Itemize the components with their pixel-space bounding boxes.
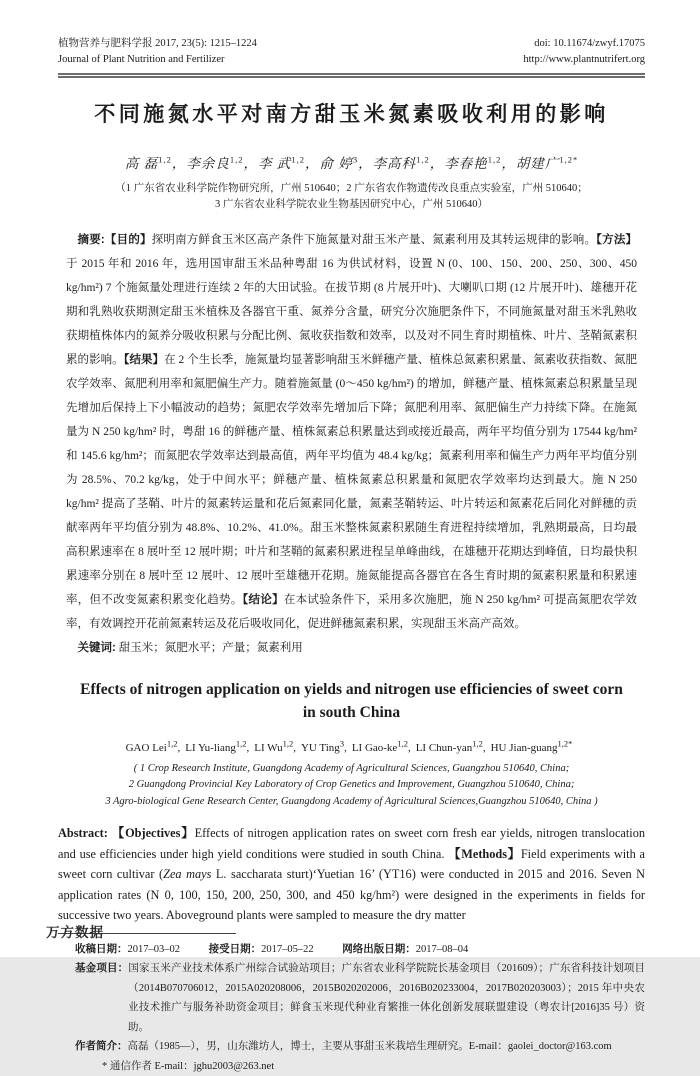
author-en — [185, 738, 250, 754]
keywords-label: 关键词: — [77, 642, 116, 654]
author-superscript: 1,2 — [282, 738, 294, 748]
author-superscript: 1,2 — [235, 738, 247, 748]
journal-header-left — [58, 36, 257, 68]
author-name: LI Chun-yan — [415, 741, 473, 754]
methods-text-pre: Field experiments with a sweet corn cultivar ( — [58, 846, 646, 882]
author-cn — [516, 156, 578, 171]
author-separator: , — [246, 741, 250, 754]
bio-label: 作者简介： — [75, 1040, 128, 1053]
objective-tag: 【目的】 — [104, 234, 152, 246]
abstract-label: 摘要: — [77, 234, 105, 246]
affiliation-line: 2 Guangdong Provincial Key Laboratory of Crop Genetics and Improvement, Guangzhou 510640, China; — [128, 779, 575, 791]
affiliation-line: 3 广东省农业科学院农业生物基因研究中心，广州 510640） — [215, 199, 488, 210]
conclusion-text: 在本试验条件下，采用多次施肥，施 N 250 kg/hm² 可提高氮肥农学效率，有效调控开花前氮素转运及花后吸收同化，促进鲜穗氮素积累，实现甜玉米高产高效。 — [66, 594, 638, 630]
author-separator: ， — [501, 156, 516, 171]
author-name: LI Wu — [254, 741, 283, 754]
author-superscript: 1,2 — [487, 154, 502, 165]
affiliations-cn — [58, 181, 645, 213]
author-en — [254, 738, 296, 754]
doi-text: doi: 10.11674/zwyf.17075 — [534, 38, 645, 49]
authors-cn — [58, 152, 645, 172]
received-label: 收稿日期： — [75, 942, 128, 955]
author-separator: , — [344, 741, 347, 754]
journal-title-en: Journal of Plant Nutrition and Fertilizer — [58, 54, 225, 65]
received-value: 2017–03–02 — [127, 943, 180, 955]
author-name: 李春艳 — [444, 156, 488, 171]
accepted-value: 2017–05–22 — [261, 943, 314, 955]
author-separator: ， — [429, 156, 445, 171]
author-separator: , — [293, 741, 296, 754]
footnote-dates — [75, 940, 645, 960]
paper-title-en: Effects of nitrogen application on yields and nitrogen use efficiencies of sweet corn in south China — [80, 681, 623, 721]
journal-header — [58, 36, 645, 68]
author-superscript: 1,2 — [291, 154, 305, 165]
author-cn — [444, 156, 516, 171]
author-superscript: 1,2 — [416, 154, 430, 165]
author-en — [300, 738, 347, 754]
author-superscript: 1,2 — [472, 738, 483, 748]
journal-header-right — [523, 36, 645, 68]
conclusion-tag: 【结论】 — [242, 594, 284, 606]
author-name: YU Ting — [300, 741, 340, 754]
author-separator: ， — [304, 156, 320, 171]
author-name: LI Yu-liang — [185, 741, 236, 754]
author-cn — [186, 156, 258, 171]
author-superscript: 3 — [352, 154, 359, 165]
author-en — [125, 738, 181, 754]
author-cn — [373, 156, 445, 171]
paper-title-cn: 不同施氮水平对南方甜玉米氮素吸收利用的影响 — [94, 102, 609, 126]
bio-text: 高磊（1985—），男，山东潍坊人，博士，主要从事甜玉米栽培生理研究。E-mail：gaolei_doctor@163.com — [127, 1041, 612, 1053]
online-value: 2017–08–04 — [415, 943, 469, 955]
author-superscript: 1,2 — [397, 738, 408, 748]
author-superscript: 1,2 — [229, 154, 244, 165]
author-separator: ， — [171, 156, 187, 171]
affiliations-en — [58, 761, 645, 811]
method-text: 于 2015 年和 2016 年，选用国审甜玉米品种粤甜 16 为供试材料，设置 N (0、100、150、200、250、300、450 kg/hm²) 7 个施氮量处理进行连续 2 年的大田试验。在拔节期 (8 片展开叶)、大喇叭口期 (12 片展开叶)、雄穗开花期和乳熟收获期测定甜玉米植株及各器官干重、氮养分含量，研究分次施肥条件下，不同施氮量对甜玉米乳熟收获期植株体内的氮养分吸收积累与分配比例、氮收获指数和效率，以及对不同生育时期植株、叶片、茎鞘氮素积累的影响。 — [66, 258, 637, 366]
author-cn — [258, 156, 320, 171]
author-name: 胡建广 — [515, 156, 560, 171]
author-cn — [125, 156, 187, 171]
author-cn — [319, 156, 372, 171]
objectives-text: Effects of nitrogen application rates on sweet corn fresh ear yields, nitrogen translocation and use efficiencies under high yield conditions were studied in south China. — [58, 826, 645, 861]
online-label: 网络出版日期： — [342, 942, 416, 955]
author-name: 李高科 — [372, 156, 417, 171]
result-text: 在 2 个生长季，施氮量均显著影响甜玉米鲜穗产量、植株总氮素积累量、氮素收获指数、氮肥农学效率、氮肥利用率和氮肥偏生产力。随着施氮量 (0～450 kg/hm²) 的增加，鲜穗产量、植株氮素总积累量呈现先增加后保持上下小幅波动的趋势；氮肥农学效率先增加后下降；氮肥利用率、氮肥偏生产力持续下降。在施氮量为 N 250 kg/hm² 时，粤甜 16 的鲜穗产量、植株氮素总积累量达到或接近最高，两年平均值分别为 17544 kg/hm² 和 145.6 kg/hm²；而氮肥农学效率达到最高值，两年平均值为 48.4 kg/kg；氮素利用率和偏生产力两年平均值分别为 28.5%、70.2 kg/kg，处于中间水平；鲜穗产量、植株氮素总积累量和氮肥农学效率均达到最大。施 N 250 kg/hm² 提高了茎鞘、叶片的氮素转运量和花后氮素同化量，氮素茎鞘转运、叶片转运和氮素花后同化对鲜穗的贡献率两年平均值分别为 48.8%、10.2%、41.0%。甜玉米整株氮素积累随生育进程持续增加，乳熟期最高，日均最高积累速率在 8 展叶至 12 展叶期；叶片和茎鞘的氮素积累进程呈单峰曲线，在雄穗开花期达到峰值，日均最快积累速率分别在 8 展叶至 12 展叶、12 展叶至雄穗开花期。施氮能提高各器官在各生育时期的氮素积累量和积累速率，但不改变氮素积累变化趋势。 — [66, 354, 638, 606]
author-name: 高 磊 — [124, 156, 159, 171]
methods-text-post: L. saccharata sturt)‘Yuetian 16’ (YT16) were conducted in 2015 and 2016. Seven N application rates (N 0, 100, 150, 200, 250, 300, and 450 kg/hm²) were designed in the experiments in fields for successive two years. Aboveground plants were sampled to measure the dry matter — [58, 867, 646, 923]
affiliation-line: ( 1 Crop Research Institute, Guangdong Academy of Agricultural Sciences, Guangzhou 510640, China; — [133, 762, 570, 774]
keywords-cn — [66, 636, 637, 660]
species-name-italic: Zea mays — [163, 867, 212, 882]
journal-title-cn: 植物营养与肥料学报 2017, 23(5): 1215–1224 — [58, 38, 257, 49]
accepted-date — [209, 944, 314, 955]
author-separator: , — [407, 741, 411, 754]
footnote-corresponding: * 通信作者 E-mail：jghu2003@263.net — [102, 1060, 275, 1072]
author-name: HU Jian-guang — [490, 741, 558, 754]
author-superscript: 1,2 — [166, 738, 178, 748]
footnote-bio — [75, 1037, 645, 1057]
keywords-text: 甜玉米；氮肥水平；产量；氮素利用 — [115, 642, 303, 654]
result-tag: 【结果】 — [123, 354, 165, 366]
methods-tag: 【Methods】 — [448, 846, 521, 861]
author-name: LI Gao-ke — [351, 741, 398, 754]
footnote-fund — [75, 959, 645, 1037]
objective-text: 探明南方鲜食玉米区高产条件下施氮量对甜玉米产量、氮素利用及其转运规律的影响。 — [151, 234, 597, 246]
method-tag: 【方法】 — [596, 234, 638, 246]
journal-url: http://www.plantnutrifert.org — [523, 54, 645, 65]
author-separator: , — [482, 741, 486, 754]
author-superscript: 1,2* — [559, 154, 579, 165]
authors-en — [58, 738, 645, 754]
author-en — [351, 738, 411, 754]
wanfang-watermark: 万方数据 — [46, 925, 104, 940]
online-date — [342, 944, 468, 955]
author-separator: ， — [243, 156, 258, 171]
fund-label: 基金项目： — [75, 962, 129, 975]
author-name: GAO Lei — [125, 741, 167, 754]
fund-text: 国家玉米产业技术体系广州综合试验站项目；广东省农业科学院院长基金项目（201609）；广东省科技计划项目（2014B070706012，2015A020208006，2015B020202006，2016B020233004，2017B020203003）；2015 年中央农业技术推广与服务补助资金项目；鲜食玉米现代种业育繁推一体化创新发展联盟建设（粤农计[2016]35 号）资助。 — [128, 963, 646, 1033]
author-superscript: 1,2 — [158, 154, 172, 165]
author-separator: , — [177, 741, 181, 754]
author-en — [415, 738, 486, 754]
author-name: 李 武 — [257, 156, 292, 171]
author-superscript: 1,2* — [557, 738, 573, 748]
header-divider — [58, 73, 645, 78]
abstract-label: Abstract: — [58, 826, 108, 841]
affiliation-line: 3 Agro-biological Gene Research Center, Guangdong Academy of Agricultural Sciences,Guangzhou 510640, China ) — [105, 795, 598, 807]
abstract-cn — [66, 228, 637, 636]
affiliation-line: （1 广东省农业科学院作物研究所，广州 510640；2 广东省农作物遗传改良重点实验室，广州 510640； — [115, 183, 588, 194]
author-separator: ， — [358, 156, 373, 171]
accepted-label: 接受日期： — [208, 942, 262, 955]
objectives-tag: 【Objectives】 — [111, 826, 195, 841]
author-name: 李余良 — [186, 156, 230, 171]
author-name: 俞 婷 — [319, 156, 353, 171]
abstract-en — [58, 823, 645, 926]
received-date — [75, 944, 180, 955]
footnotes — [58, 940, 645, 1076]
author-en — [490, 738, 573, 754]
author-superscript: 3 — [339, 738, 345, 748]
